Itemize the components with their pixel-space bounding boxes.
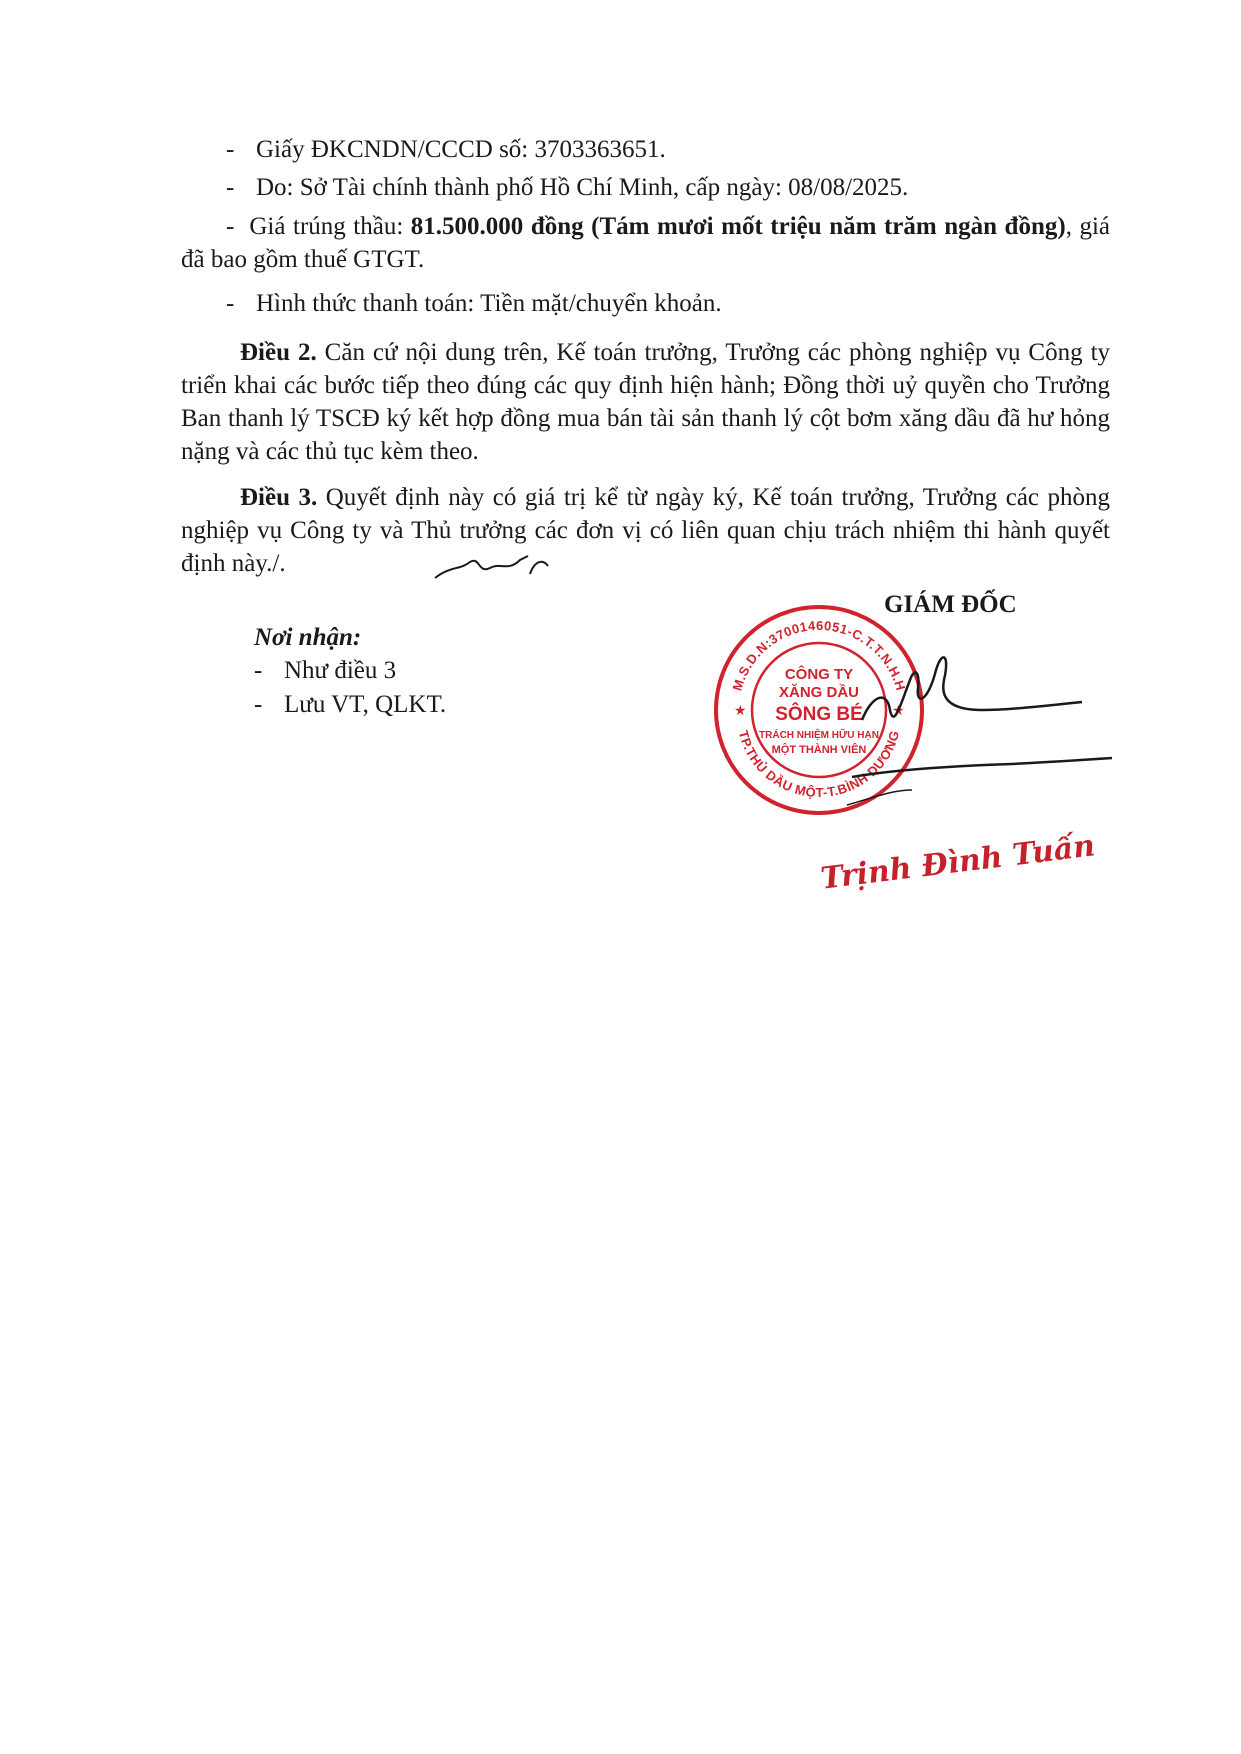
item-issuer: - Do: Sở Tài chính thành phố Hồ Chí Minh, cấp ngày: 08/08/2025.: [226, 172, 908, 204]
stamp-line-4: TRÁCH NHIỆM HỮU HẠN: [759, 730, 879, 741]
stamp-line-1: CÔNG TY: [784, 666, 854, 683]
recipient-1: - Như điều 3: [254, 655, 396, 687]
dash: -: [226, 290, 235, 317]
item-payment: - Hình thức thanh toán: Tiền mặt/chuyển khoản.: [226, 288, 722, 320]
item-price: - Giá trúng thầu: 81.500.000 đồng (Tám mươi mốt triệu năm trăm ngàn đồng), giá đã bao gồm thuế GTGT.: [181, 213, 1111, 273]
item-dkcn: - Giấy ĐKCNDN/CCCD số: 3703363651.: [226, 134, 666, 166]
recipient-2: - Lưu VT, QLKT.: [254, 689, 446, 721]
stamp-ring-top: M.S.D.N:3700146051-C.T.T.N.H.H: [729, 617, 909, 693]
article-2-label: Điều 2.: [240, 339, 317, 366]
director-signature: [832, 640, 1132, 830]
dash: -: [226, 136, 235, 163]
stamp-line-3: SÔNG BÉ: [775, 704, 863, 725]
recipients-title: Nơi nhận:: [254, 624, 362, 651]
signature-title: GIÁM ĐỐC: [884, 591, 1017, 618]
dash: -: [226, 174, 235, 201]
star-icon: ★: [892, 703, 905, 719]
director-name: Trịnh Đình Tuấn: [818, 828, 1097, 897]
stamp-line-5: MỘT THÀNH VIÊN: [771, 744, 867, 756]
dash: -: [254, 691, 263, 718]
initials-mark: [430, 548, 560, 588]
article-3-label: Điều 3.: [240, 484, 318, 511]
star-icon: ★: [734, 703, 747, 719]
stamp-line-2: XĂNG DẦU: [778, 684, 860, 701]
dash: -: [226, 213, 250, 240]
dash: -: [254, 657, 263, 684]
stamp-ring-bottom: TP.THỦ DẦU MỘT-T.BÌNH DƯƠNG: [735, 728, 903, 801]
article-2: Điều 2. Căn cứ nội dung trên, Kế toán trưởng, Trưởng các phòng nghiệp vụ Công ty triển khai các bước tiếp theo đúng các quy định hiện hành; Đồng thời uỷ quyền cho Trưởng Ban thanh lý TSCĐ ký kết hợp đồng mua bán tài sản thanh lý cột bơm xăng dầu đã hư hỏng nặng và các thủ tục kèm theo.: [181, 339, 1111, 465]
article-3: Điều 3. Quyết định này có giá trị kể từ ngày ký, Kế toán trưởng, Trưởng các phòng nghiệp vụ Công ty và Thủ trưởng các đơn vị có liên quan chịu trách nhiệm thi hành quyết định này./.: [181, 484, 1111, 577]
price-amount: 81.500.000 đồng (Tám mươi mốt triệu năm trăm ngàn đồng): [410, 213, 1066, 240]
